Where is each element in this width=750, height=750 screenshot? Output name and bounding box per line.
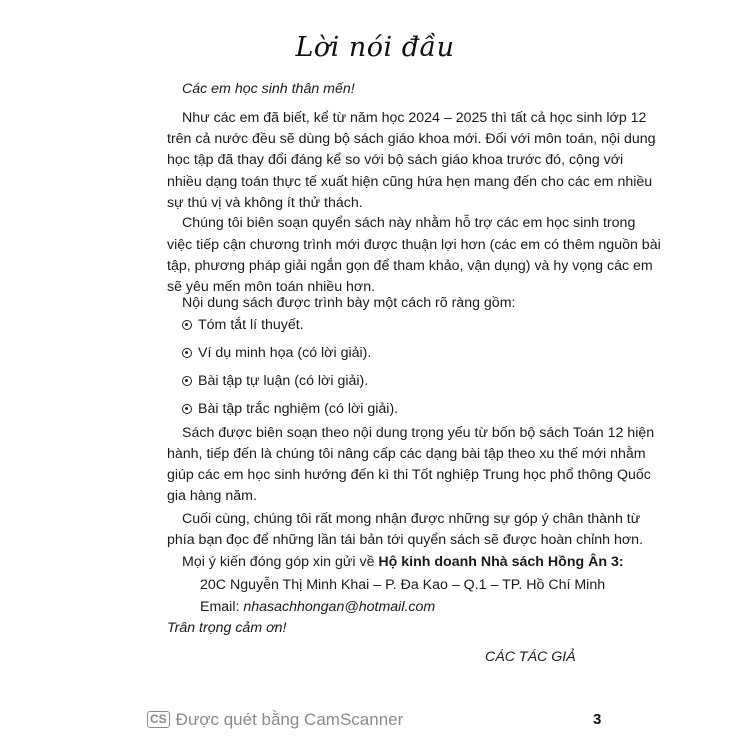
contact-intro: Mọi ý kiến đóng góp xin gửi về Hộ kinh doanh Nhà sách Hồng Ân 3:: [182, 554, 624, 570]
paragraph1-line: học tập đã thay đổi đáng kể so với bộ sách giáo khoa trước đó, cộng với: [167, 152, 624, 168]
bullet-icon: [182, 348, 192, 358]
bullet-item: Ví dụ minh họa (có lời giải).: [182, 344, 371, 362]
paragraph2-line: sẽ yêu mến môn toán nhiều hơn.: [167, 279, 376, 295]
paragraph2-line: tập, phương pháp giải ngắn gọn để tham khảo, vận dụng) và hy vọng các em: [167, 258, 653, 274]
paragraph4-line: phía bạn đọc để những lần tái bản tới quyển sách sẽ được hoàn chỉnh hơn.: [167, 532, 644, 548]
bullet-item: Bài tập tự luận (có lời giải).: [182, 372, 368, 390]
bullet-icon: [182, 404, 192, 414]
paragraph1-line: sự thú vị và không ít thử thách.: [167, 195, 363, 211]
greeting: Các em học sinh thân mến!: [182, 81, 355, 97]
signature: CÁC TÁC GIẢ: [485, 649, 576, 665]
email-address: nhasachhongan@hotmail.com: [243, 599, 436, 615]
paragraph2-line: việc tiếp cận chương trình mới được thuận lợi hơn (các em có thêm nguồn bài: [167, 237, 661, 253]
bullet-item: Tóm tắt lí thuyết.: [182, 316, 304, 334]
bullet-icon: [182, 376, 192, 386]
paragraph3-line: hành, tiếp đến là chúng tôi nâng cấp các dạng bài tập theo xu thế mới nhằm: [167, 446, 646, 462]
paragraph2-line: Chúng tôi biên soạn quyển sách này nhằm hỗ trợ các em học sinh trong: [182, 215, 636, 231]
camscanner-logo-icon: CS: [147, 711, 170, 728]
paragraph3-line: giúp các em học sinh hướng đến kì thi Tốt nghiệp Trung học phổ thông Quốc: [167, 467, 651, 483]
paragraph1-line: nhiều dạng toán thực tế xuất hiện cũng hứa hẹn mang đến cho các em nhiều: [167, 174, 653, 190]
paragraph4-line: Cuối cùng, chúng tôi rất mong nhận được những sự góp ý chân thành từ: [182, 511, 641, 527]
paragraph3-line: gia hàng năm.: [167, 488, 257, 504]
contact-address: 20C Nguyễn Thị Minh Khai – P. Đa Kao – Q.1 – TP. Hồ Chí Minh: [200, 577, 606, 593]
contact-email: Email: nhasachhongan@hotmail.com: [200, 599, 436, 615]
paragraph1-line: trên cả nước đều sẽ dùng bộ sách giáo khoa mới. Đối với môn toán, nội dung: [167, 131, 656, 147]
closing: Trân trọng cảm ơn!: [167, 620, 287, 636]
page-number: 3: [593, 711, 602, 728]
business-name: Hộ kinh doanh Nhà sách Hồng Ân 3:: [378, 554, 624, 570]
bullet-icon: [182, 320, 192, 330]
bullet-item: Bài tập trắc nghiệm (có lời giải).: [182, 400, 398, 418]
camscanner-watermark: CS Được quét bằng CamScanner: [147, 710, 403, 730]
page-title: Lời nói đầu: [295, 32, 455, 63]
paragraph1-line: Như các em đã biết, kể từ năm học 2024 – 2025 thì tất cả học sinh lớp 12: [182, 110, 647, 126]
content-intro: Nội dung sách được trình bày một cách rõ ràng gồm:: [182, 295, 516, 311]
paragraph3-line: Sách được biên soạn theo nội dung trọng yếu từ bốn bộ sách Toán 12 hiện: [182, 425, 655, 441]
